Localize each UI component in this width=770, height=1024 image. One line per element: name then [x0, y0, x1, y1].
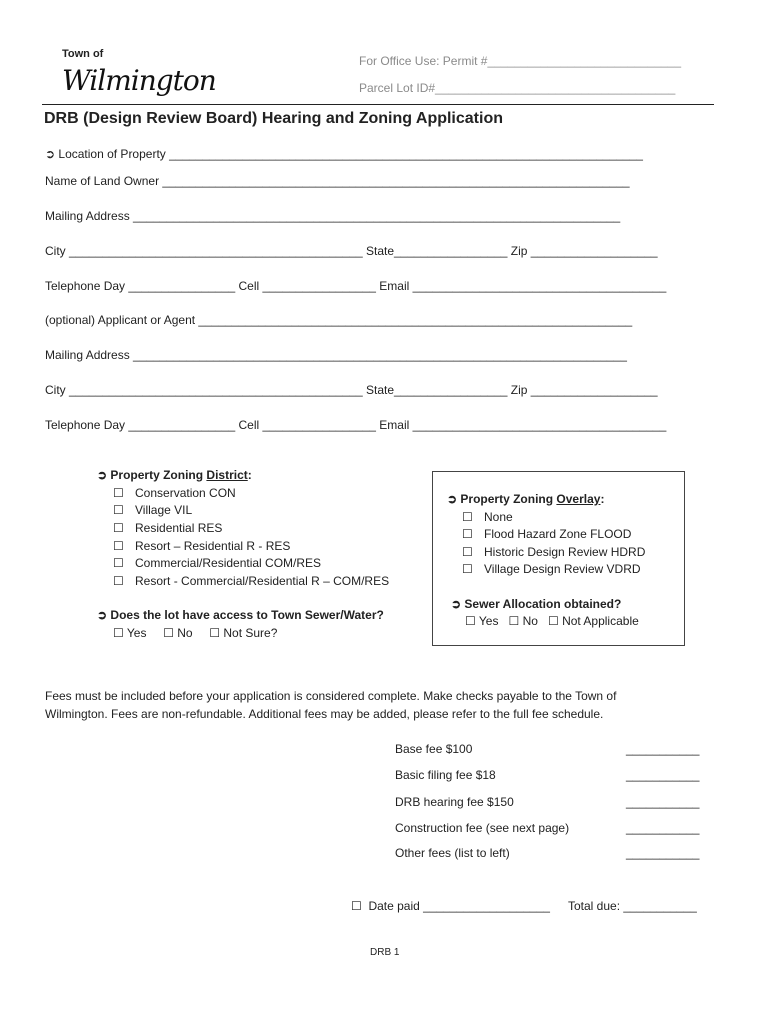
checkbox-icon: ☐: [462, 527, 473, 541]
zoning-option-res[interactable]: ☐ Residential RES: [113, 521, 223, 535]
zoning-overlay-heading: ➲ Property Zoning Overlay:: [447, 492, 605, 506]
checkbox-icon: ☐: [163, 626, 174, 640]
sewer-water-no[interactable]: ☐ No: [163, 626, 193, 640]
zoning-district-heading: ➲ Property Zoning District:: [97, 468, 252, 482]
fee-label-hearing: DRB hearing fee $150: [395, 795, 514, 809]
checkbox-icon: ☐: [465, 614, 476, 628]
checkbox-icon: ☐: [462, 562, 473, 576]
overlay-option-none[interactable]: ☐ None: [462, 510, 513, 524]
checkbox-icon: ☐: [113, 503, 124, 517]
agent-name-field[interactable]: (optional) Applicant or Agent _________________________________________________________________: [45, 313, 633, 327]
overlay-option-hdrd[interactable]: ☐ Historic Design Review HDRD: [462, 545, 646, 559]
sewer-allocation-na[interactable]: ☐ Not Applicable: [547, 614, 639, 628]
fees-notice-line2: Wilmington. Fees are non-refundable. Additional fees may be added, please refer to the full fee schedule.: [45, 707, 604, 721]
sewer-allocation-question: ➲ Sewer Allocation obtained?: [451, 597, 622, 611]
office-permit-field[interactable]: For Office Use: Permit #_____________________________: [359, 54, 682, 68]
location-field[interactable]: ➲ Location of Property _______________________________________________________________________: [45, 147, 643, 161]
agent-phone-email-field[interactable]: Telephone Day ________________ Cell _________________ Email ______________________________________: [45, 418, 667, 432]
wilmington-logo: Wilmington: [62, 64, 216, 97]
checkbox-icon: ☐: [351, 899, 362, 913]
sewer-water-not-sure[interactable]: ☐ Not Sure?: [209, 626, 278, 640]
checkbox-icon: ☐: [113, 486, 124, 500]
town-of-label: Town of: [62, 48, 104, 60]
zoning-option-vil[interactable]: ☐ Village VIL: [113, 503, 193, 517]
sewer-allocation-no[interactable]: ☐ No: [508, 614, 538, 628]
owner-mailing-field[interactable]: Mailing Address _________________________________________________________________________: [45, 209, 621, 223]
fees-notice-line1: Fees must be included before your application is considered complete. Make checks payable to the Town of: [45, 689, 617, 703]
overlay-option-flood[interactable]: ☐ Flood Hazard Zone FLOOD: [462, 527, 632, 541]
page-title: DRB (Design Review Board) Hearing and Zoning Application: [44, 110, 503, 127]
fee-blank-hearing[interactable]: ___________: [626, 795, 700, 809]
checkbox-icon: ☐: [113, 521, 124, 535]
zoning-option-com-res[interactable]: ☐ Commercial/Residential COM/RES: [113, 556, 322, 570]
fee-blank-construction[interactable]: ___________: [626, 821, 700, 835]
arrow-icon: ➲: [451, 597, 462, 611]
zoning-option-r-res[interactable]: ☐ Resort – Residential R - RES: [113, 539, 291, 553]
arrow-icon: ➲: [97, 608, 108, 622]
owner-phone-email-field[interactable]: Telephone Day ________________ Cell _________________ Email ______________________________________: [45, 279, 667, 293]
owner-city-state-zip-field[interactable]: City ____________________________________________ State_________________ Zip ___________________: [45, 244, 658, 258]
fee-label-filing: Basic filing fee $18: [395, 768, 496, 782]
fee-blank-base[interactable]: ___________: [626, 742, 700, 756]
page-number: DRB 1: [370, 947, 400, 958]
total-due-field[interactable]: Total due: ___________: [568, 899, 697, 913]
zoning-option-r-com-res[interactable]: ☐ Resort - Commercial/Residential R – COM/RES: [113, 574, 390, 588]
checkbox-icon: ☐: [508, 614, 520, 628]
arrow-icon: ➲: [447, 492, 458, 506]
zoning-option-con[interactable]: ☐ Conservation CON: [113, 486, 236, 500]
checkbox-icon: ☐: [113, 556, 124, 570]
arrow-icon: ➲: [97, 468, 108, 482]
checkbox-icon: ☐: [462, 510, 473, 524]
date-paid-field[interactable]: ☐ Date paid ___________________: [351, 899, 550, 913]
checkbox-icon: ☐: [113, 626, 124, 640]
checkbox-icon: ☐: [113, 574, 124, 588]
sewer-water-options: [113, 626, 277, 640]
overlay-option-vdrd[interactable]: ☐ Village Design Review VDRD: [462, 562, 641, 576]
header-divider: [42, 104, 714, 105]
fee-label-construction: Construction fee (see next page): [395, 821, 570, 835]
fee-label-other: Other fees (list to left): [395, 846, 510, 860]
fee-blank-other[interactable]: ___________: [626, 846, 700, 860]
checkbox-icon: ☐: [209, 626, 221, 640]
sewer-allocation-options: [465, 614, 639, 628]
fee-blank-filing[interactable]: ___________: [626, 768, 700, 782]
owner-name-field[interactable]: Name of Land Owner ______________________________________________________________________: [45, 174, 630, 188]
agent-mailing-field[interactable]: Mailing Address __________________________________________________________________________: [45, 348, 627, 362]
sewer-water-question: ➲ Does the lot have access to Town Sewer/Water?: [97, 608, 384, 622]
sewer-water-yes[interactable]: ☐ Yes: [113, 626, 147, 640]
checkbox-icon: ☐: [113, 539, 124, 553]
agent-city-state-zip-field[interactable]: City ____________________________________________ State_________________ Zip ___________________: [45, 383, 658, 397]
checkbox-icon: ☐: [462, 545, 473, 559]
parcel-lot-field[interactable]: Parcel Lot ID#____________________________________: [359, 81, 676, 95]
sewer-allocation-yes[interactable]: ☐ Yes: [465, 614, 499, 628]
checkbox-icon: ☐: [547, 614, 559, 628]
fee-label-base: Base fee $100: [395, 742, 473, 756]
